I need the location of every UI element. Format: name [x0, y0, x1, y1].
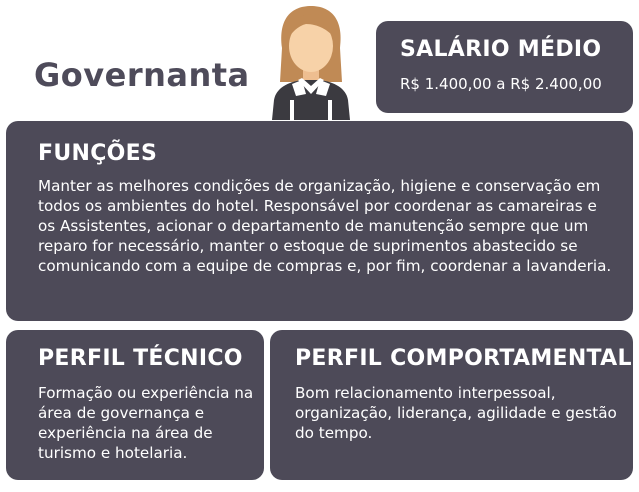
- funcoes-heading: FUNÇÕES: [38, 141, 158, 166]
- perfil-comportamental-heading: PERFIL COMPORTAMENTAL: [295, 346, 632, 371]
- funcoes-card: [6, 121, 633, 321]
- funcoes-text: Manter as melhores condições de organização, higiene e conservação em todos os ambientes do hotel. Responsável por coordenar as camareiras e os Assistentes, acionar o departamento de manutenção sempre que um reparo for necessário, manter o estoque de suprimentos abastecido se comunicando com a equipe de compras e, por fim, coordenar a lavanderia.: [38, 177, 612, 275]
- perfil-comportamental-text: Bom relacionamento interpessoal, organização, liderança, agilidade e gestão do tempo.: [295, 384, 617, 442]
- perfil-tecnico-heading: PERFIL TÉCNICO: [38, 346, 243, 371]
- perfil-tecnico-text: Formação ou experiência na área de governança e experiência na área de turismo e hotelaria.: [38, 384, 254, 462]
- perfil-tecnico-card: [6, 330, 264, 480]
- salary-card: [376, 21, 633, 113]
- salary-value: R$ 1.400,00 a R$ 2.400,00: [400, 75, 602, 93]
- page-title: Governanta: [34, 56, 250, 94]
- perfil-comportamental-card: [270, 330, 633, 480]
- salary-heading: SALÁRIO MÉDIO: [400, 37, 602, 62]
- housekeeper-avatar-icon: [268, 4, 354, 120]
